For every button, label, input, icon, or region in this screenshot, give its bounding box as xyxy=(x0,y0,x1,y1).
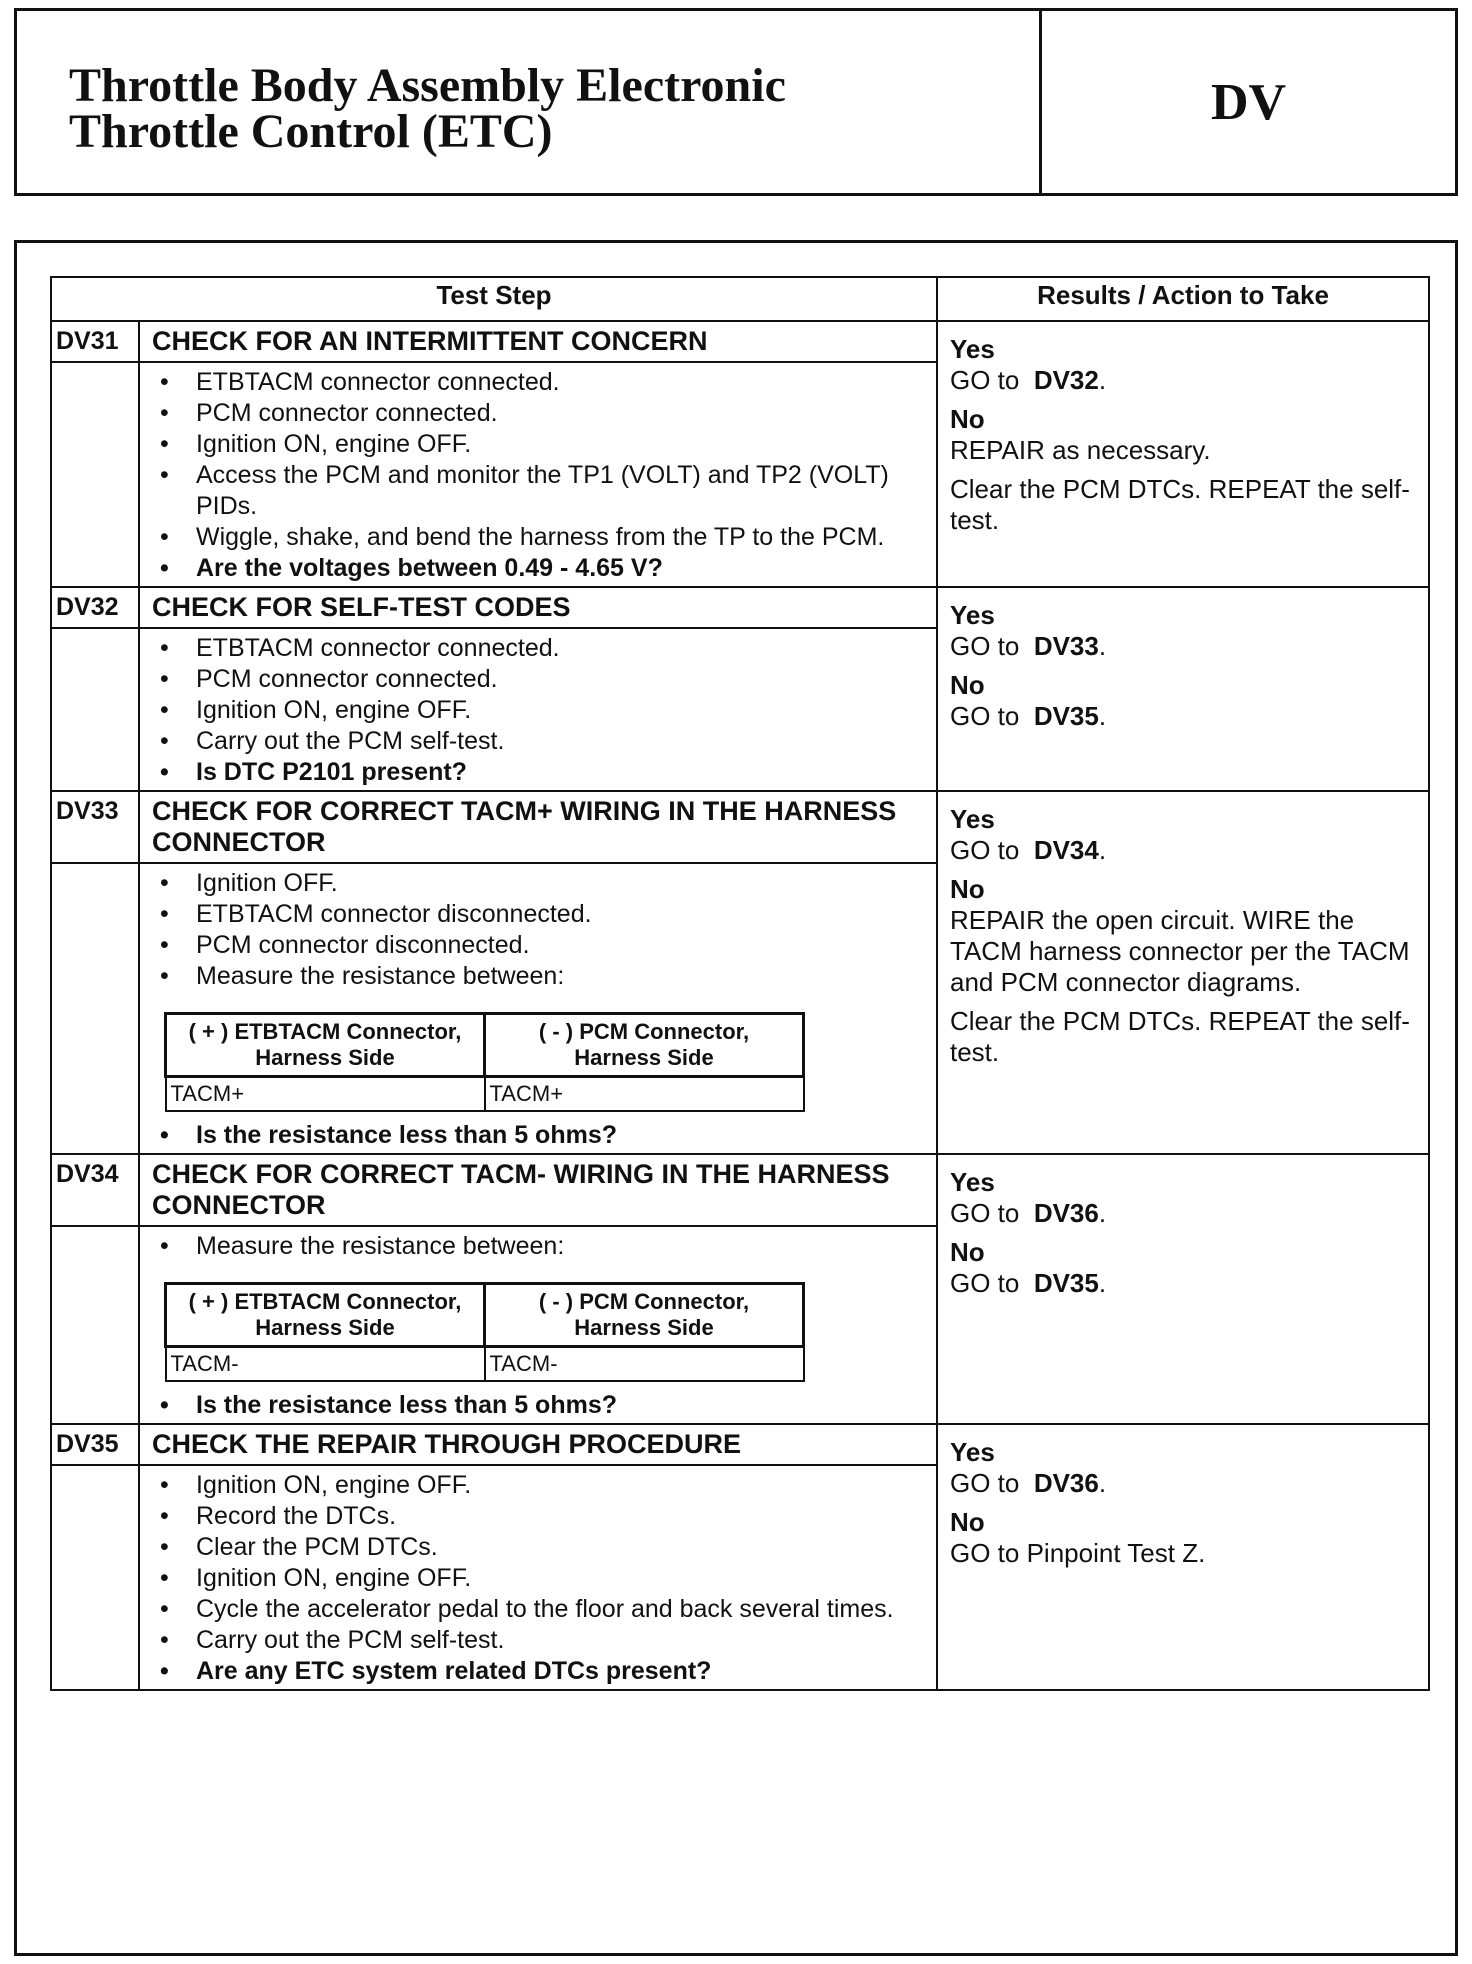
step-list xyxy=(152,1231,920,1262)
list-item: • Ignition ON, engine OFF. xyxy=(152,695,920,726)
step-body xyxy=(139,628,937,791)
list-item: • Ignition ON, engine OFF. xyxy=(152,429,920,460)
sub-cell-plus: TACM+ xyxy=(166,1077,485,1112)
no-action-followup: Clear the PCM DTCs. REPEAT the self-test. xyxy=(950,474,1410,535)
test-step-table xyxy=(50,276,1430,1691)
yes-action: GO to DV33. xyxy=(950,631,1107,661)
yes-label: Yes xyxy=(950,804,995,834)
list-item: • Cycle the accelerator pedal to the floor and back several times. xyxy=(152,1594,920,1625)
yes-action: GO to DV36. xyxy=(950,1468,1107,1498)
page-title xyxy=(69,59,1009,158)
no-action: GO to DV35. xyxy=(950,701,1107,731)
no-action: REPAIR the open circuit. WIRE the TACM harness connector per the TACM and PCM connector diagrams. xyxy=(950,905,1410,997)
step-title: CHECK FOR CORRECT TACM+ WIRING IN THE HARNESS CONNECTOR xyxy=(139,791,937,863)
step-list xyxy=(152,633,920,788)
step-title-row xyxy=(51,1424,1429,1465)
no-label: No xyxy=(950,1237,985,1267)
list-item: • ETBTACM connector connected. xyxy=(152,633,920,664)
list-item: • Measure the resistance between: xyxy=(152,1231,920,1262)
list-item: • ETBTACM connector disconnected. xyxy=(152,899,920,930)
step-list xyxy=(152,367,920,584)
section-code: DV xyxy=(1210,73,1287,131)
step-question: • Are the voltages between 0.49 - 4.65 V? xyxy=(152,553,920,584)
step-body xyxy=(139,1465,937,1690)
step-link[interactable]: DV36 xyxy=(1033,1198,1099,1228)
step-link[interactable]: DV36 xyxy=(1033,1468,1099,1498)
list-item: • Ignition ON, engine OFF. xyxy=(152,1470,920,1501)
list-item: • Carry out the PCM self-test. xyxy=(152,1625,920,1656)
column-header-test-step: Test Step xyxy=(51,277,937,321)
sub-header-minus: ( - ) PCM Connector, Harness Side xyxy=(485,1014,804,1077)
no-action-followup: Clear the PCM DTCs. REPEAT the self-test. xyxy=(950,1006,1410,1067)
step-link[interactable]: DV35 xyxy=(1033,1268,1099,1298)
step-link[interactable]: DV35 xyxy=(1033,701,1099,731)
step-title: CHECK FOR SELF-TEST CODES xyxy=(139,587,937,628)
step-code: DV35 xyxy=(51,1424,139,1465)
yes-label: Yes xyxy=(950,334,995,364)
step-body xyxy=(139,362,937,587)
yes-label: Yes xyxy=(950,1167,995,1197)
title-box xyxy=(14,8,1458,196)
step-list xyxy=(152,1120,920,1151)
yes-action: GO to DV36. xyxy=(950,1198,1107,1228)
step-list xyxy=(152,1390,920,1421)
resistance-table xyxy=(164,1282,805,1382)
list-item: • Ignition ON, engine OFF. xyxy=(152,1563,920,1594)
step-title: CHECK THE REPAIR THROUGH PROCEDURE xyxy=(139,1424,937,1465)
list-item: • Wiggle, shake, and bend the harness from the TP to the PCM. xyxy=(152,522,920,553)
sub-cell-minus: TACM+ xyxy=(485,1077,804,1112)
no-label: No xyxy=(950,404,985,434)
step-question: • Is the resistance less than 5 ohms? xyxy=(152,1120,920,1151)
table-header-row xyxy=(51,277,1429,321)
step-code: DV34 xyxy=(51,1154,139,1226)
list-item: • ETBTACM connector connected. xyxy=(152,367,920,398)
step-link[interactable]: DV33 xyxy=(1033,631,1099,661)
no-label: No xyxy=(950,1507,985,1537)
sub-header-plus: ( + ) ETBTACM Connector, Harness Side xyxy=(166,1014,485,1077)
step-title-row xyxy=(51,587,1429,628)
title-line-2: Throttle Control (ETC) xyxy=(69,105,553,158)
yes-action: GO to DV32. xyxy=(950,365,1107,395)
list-item: • Clear the PCM DTCs. xyxy=(152,1532,920,1563)
resistance-table xyxy=(164,1012,805,1112)
sub-cell-plus: TACM- xyxy=(166,1347,485,1382)
step-code: DV33 xyxy=(51,791,139,863)
no-action: GO to Pinpoint Test Z. xyxy=(950,1538,1206,1568)
step-result xyxy=(937,587,1429,791)
yes-action: GO to DV34. xyxy=(950,835,1107,865)
step-title: CHECK FOR CORRECT TACM- WIRING IN THE HARNESS CONNECTOR xyxy=(139,1154,937,1226)
column-header-results: Results / Action to Take xyxy=(937,277,1429,321)
sub-header-minus: ( - ) PCM Connector, Harness Side xyxy=(485,1284,804,1347)
step-list xyxy=(152,1470,920,1687)
step-result xyxy=(937,1424,1429,1690)
no-action: GO to DV35. xyxy=(950,1268,1107,1298)
sub-header-plus: ( + ) ETBTACM Connector, Harness Side xyxy=(166,1284,485,1347)
sub-cell-minus: TACM- xyxy=(485,1347,804,1382)
step-question: • Is DTC P2101 present? xyxy=(152,757,920,788)
title-line-1: Throttle Body Assembly Electronic xyxy=(69,59,786,112)
list-item: • PCM connector connected. xyxy=(152,398,920,429)
step-title: CHECK FOR AN INTERMITTENT CONCERN xyxy=(139,321,937,362)
step-body xyxy=(139,1226,937,1424)
list-item: • PCM connector connected. xyxy=(152,664,920,695)
list-item: • Record the DTCs. xyxy=(152,1501,920,1532)
step-title-row xyxy=(51,1154,1429,1226)
step-result xyxy=(937,791,1429,1154)
step-result xyxy=(937,1154,1429,1424)
step-code: DV32 xyxy=(51,587,139,628)
list-item: • Ignition OFF. xyxy=(152,868,920,899)
step-result xyxy=(937,321,1429,587)
step-question: • Are any ETC system related DTCs present? xyxy=(152,1656,920,1687)
list-item: • Measure the resistance between: xyxy=(152,961,920,992)
yes-label: Yes xyxy=(950,1437,995,1467)
no-label: No xyxy=(950,670,985,700)
step-title-row xyxy=(51,791,1429,863)
step-question: • Is the resistance less than 5 ohms? xyxy=(152,1390,920,1421)
list-item: • Carry out the PCM self-test. xyxy=(152,726,920,757)
step-code: DV31 xyxy=(51,321,139,362)
step-link[interactable]: DV32 xyxy=(1033,365,1099,395)
yes-label: Yes xyxy=(950,600,995,630)
list-item: • PCM connector disconnected. xyxy=(152,930,920,961)
no-label: No xyxy=(950,874,985,904)
list-item: • Access the PCM and monitor the TP1 (VOLT) and TP2 (VOLT) PIDs. xyxy=(152,460,920,522)
step-title-row xyxy=(51,321,1429,362)
step-list xyxy=(152,868,920,992)
step-body xyxy=(139,863,937,1154)
no-action: REPAIR as necessary. xyxy=(950,435,1211,465)
step-link[interactable]: DV34 xyxy=(1033,835,1099,865)
